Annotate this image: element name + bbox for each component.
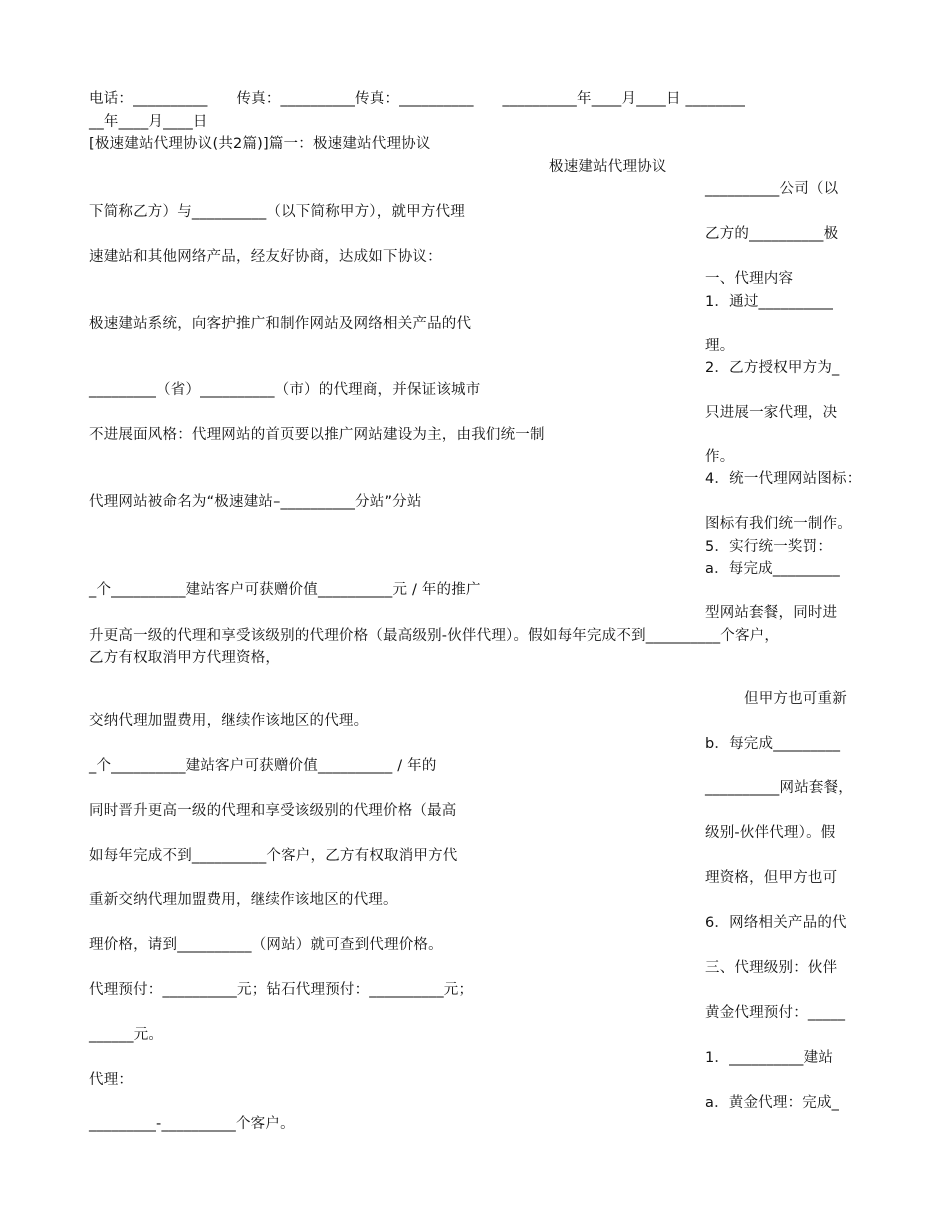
body-line: _个__________建站客户可获赠价值__________ / 年的 <box>89 758 437 774</box>
body-line: 乙方有权取消甲方代理资格， <box>89 650 281 666</box>
side-line: 1．通过__________ <box>705 294 834 310</box>
side-line: a．黄金代理：完成_ <box>705 1095 840 1111</box>
body-line: 代理预付：__________元；钻石代理预付：__________元； <box>89 982 474 998</box>
body-line: 不进展面风格：代理网站的首页要以推广网站建设为主，由我们统一制 <box>89 427 545 443</box>
body-line: 重新交纳代理加盟费用，继续作该地区的代理。 <box>89 892 398 908</box>
date-line: __年____月____日 <box>89 114 208 130</box>
body-line: _________-__________个客户。 <box>89 1116 295 1132</box>
side-line: 乙方的__________极 <box>705 226 839 242</box>
title-line: [极速建站代理协议(共2篇)]篇一：极速建站代理协议 <box>89 136 431 152</box>
body-line: _________（省）__________（市）的代理商，并保证该城市 <box>89 382 481 398</box>
body-line: 如每年完成不到__________个客户，乙方有权取消甲方代 <box>89 848 458 864</box>
body-line: 升更高一级的代理和享受该级别的代理价格（最高级别-伙伴代理）。假如每年完成不到__________个客户， <box>89 628 780 644</box>
body-line: 理价格，请到__________（网站）就可查到代理价格。 <box>89 937 443 953</box>
side-line: 一、代理内容 <box>705 271 794 287</box>
body-line: 下简称乙方）与__________（以下简称甲方），就甲方代理 <box>89 204 465 220</box>
body-line: 极速建站系统，向客护推广和制作网站及网络相关产品的代 <box>89 316 472 332</box>
side-line: 5．实行统一奖罚： <box>705 539 833 555</box>
document-title: 极速建站代理协议 <box>549 159 667 175</box>
side-line: 级别-伙伴代理）。假 <box>705 825 836 841</box>
side-line: __________网站套餐， <box>705 780 853 796</box>
side-line: 6．网络相关产品的代 <box>705 915 847 931</box>
side-line: 图标有我们统一制作。 <box>705 516 852 532</box>
side-line: 作。 <box>705 449 735 465</box>
body-line: 交纳代理加盟费用，继续作该地区的代理。 <box>89 713 369 729</box>
body-line: 代理网站被命名为“极速建站–__________分站”分站 <box>89 494 422 510</box>
side-line: a．每完成_________ <box>705 561 840 577</box>
side-line: b．每完成_________ <box>705 736 841 752</box>
side-line: 型网站套餐，同时进 <box>705 605 838 621</box>
side-line: 只进展一家代理，决 <box>705 405 838 421</box>
body-line: 同时晋升更高一级的代理和享受该级别的代理价格（最高 <box>89 803 457 819</box>
side-line: __________公司（以 <box>705 181 839 197</box>
body-line: 代理： <box>89 1072 134 1088</box>
side-line: 但甲方也可重新 <box>744 691 847 707</box>
body-line: 速建站和其他网络产品，经友好协商，达成如下协议： <box>89 249 442 265</box>
side-line: 4．统一代理网站图标： <box>705 471 862 487</box>
side-line: 三、代理级别：伙伴 <box>705 960 838 976</box>
side-line: 1．__________建站 <box>705 1050 834 1066</box>
side-line: 黄金代理预付：_____ <box>705 1005 846 1021</box>
side-line: 理资格，但甲方也可 <box>705 870 838 886</box>
side-line: 2．乙方授权甲方为_ <box>705 360 840 376</box>
body-line: ______元。 <box>89 1027 164 1043</box>
side-line: 理。 <box>705 338 735 354</box>
body-line: _个__________建站客户可获赠价值__________元 / 年的推广 <box>89 582 481 598</box>
contact-line: 电话：__________ 传真：__________传真：__________ __________年____月____日 ________ <box>89 91 746 107</box>
